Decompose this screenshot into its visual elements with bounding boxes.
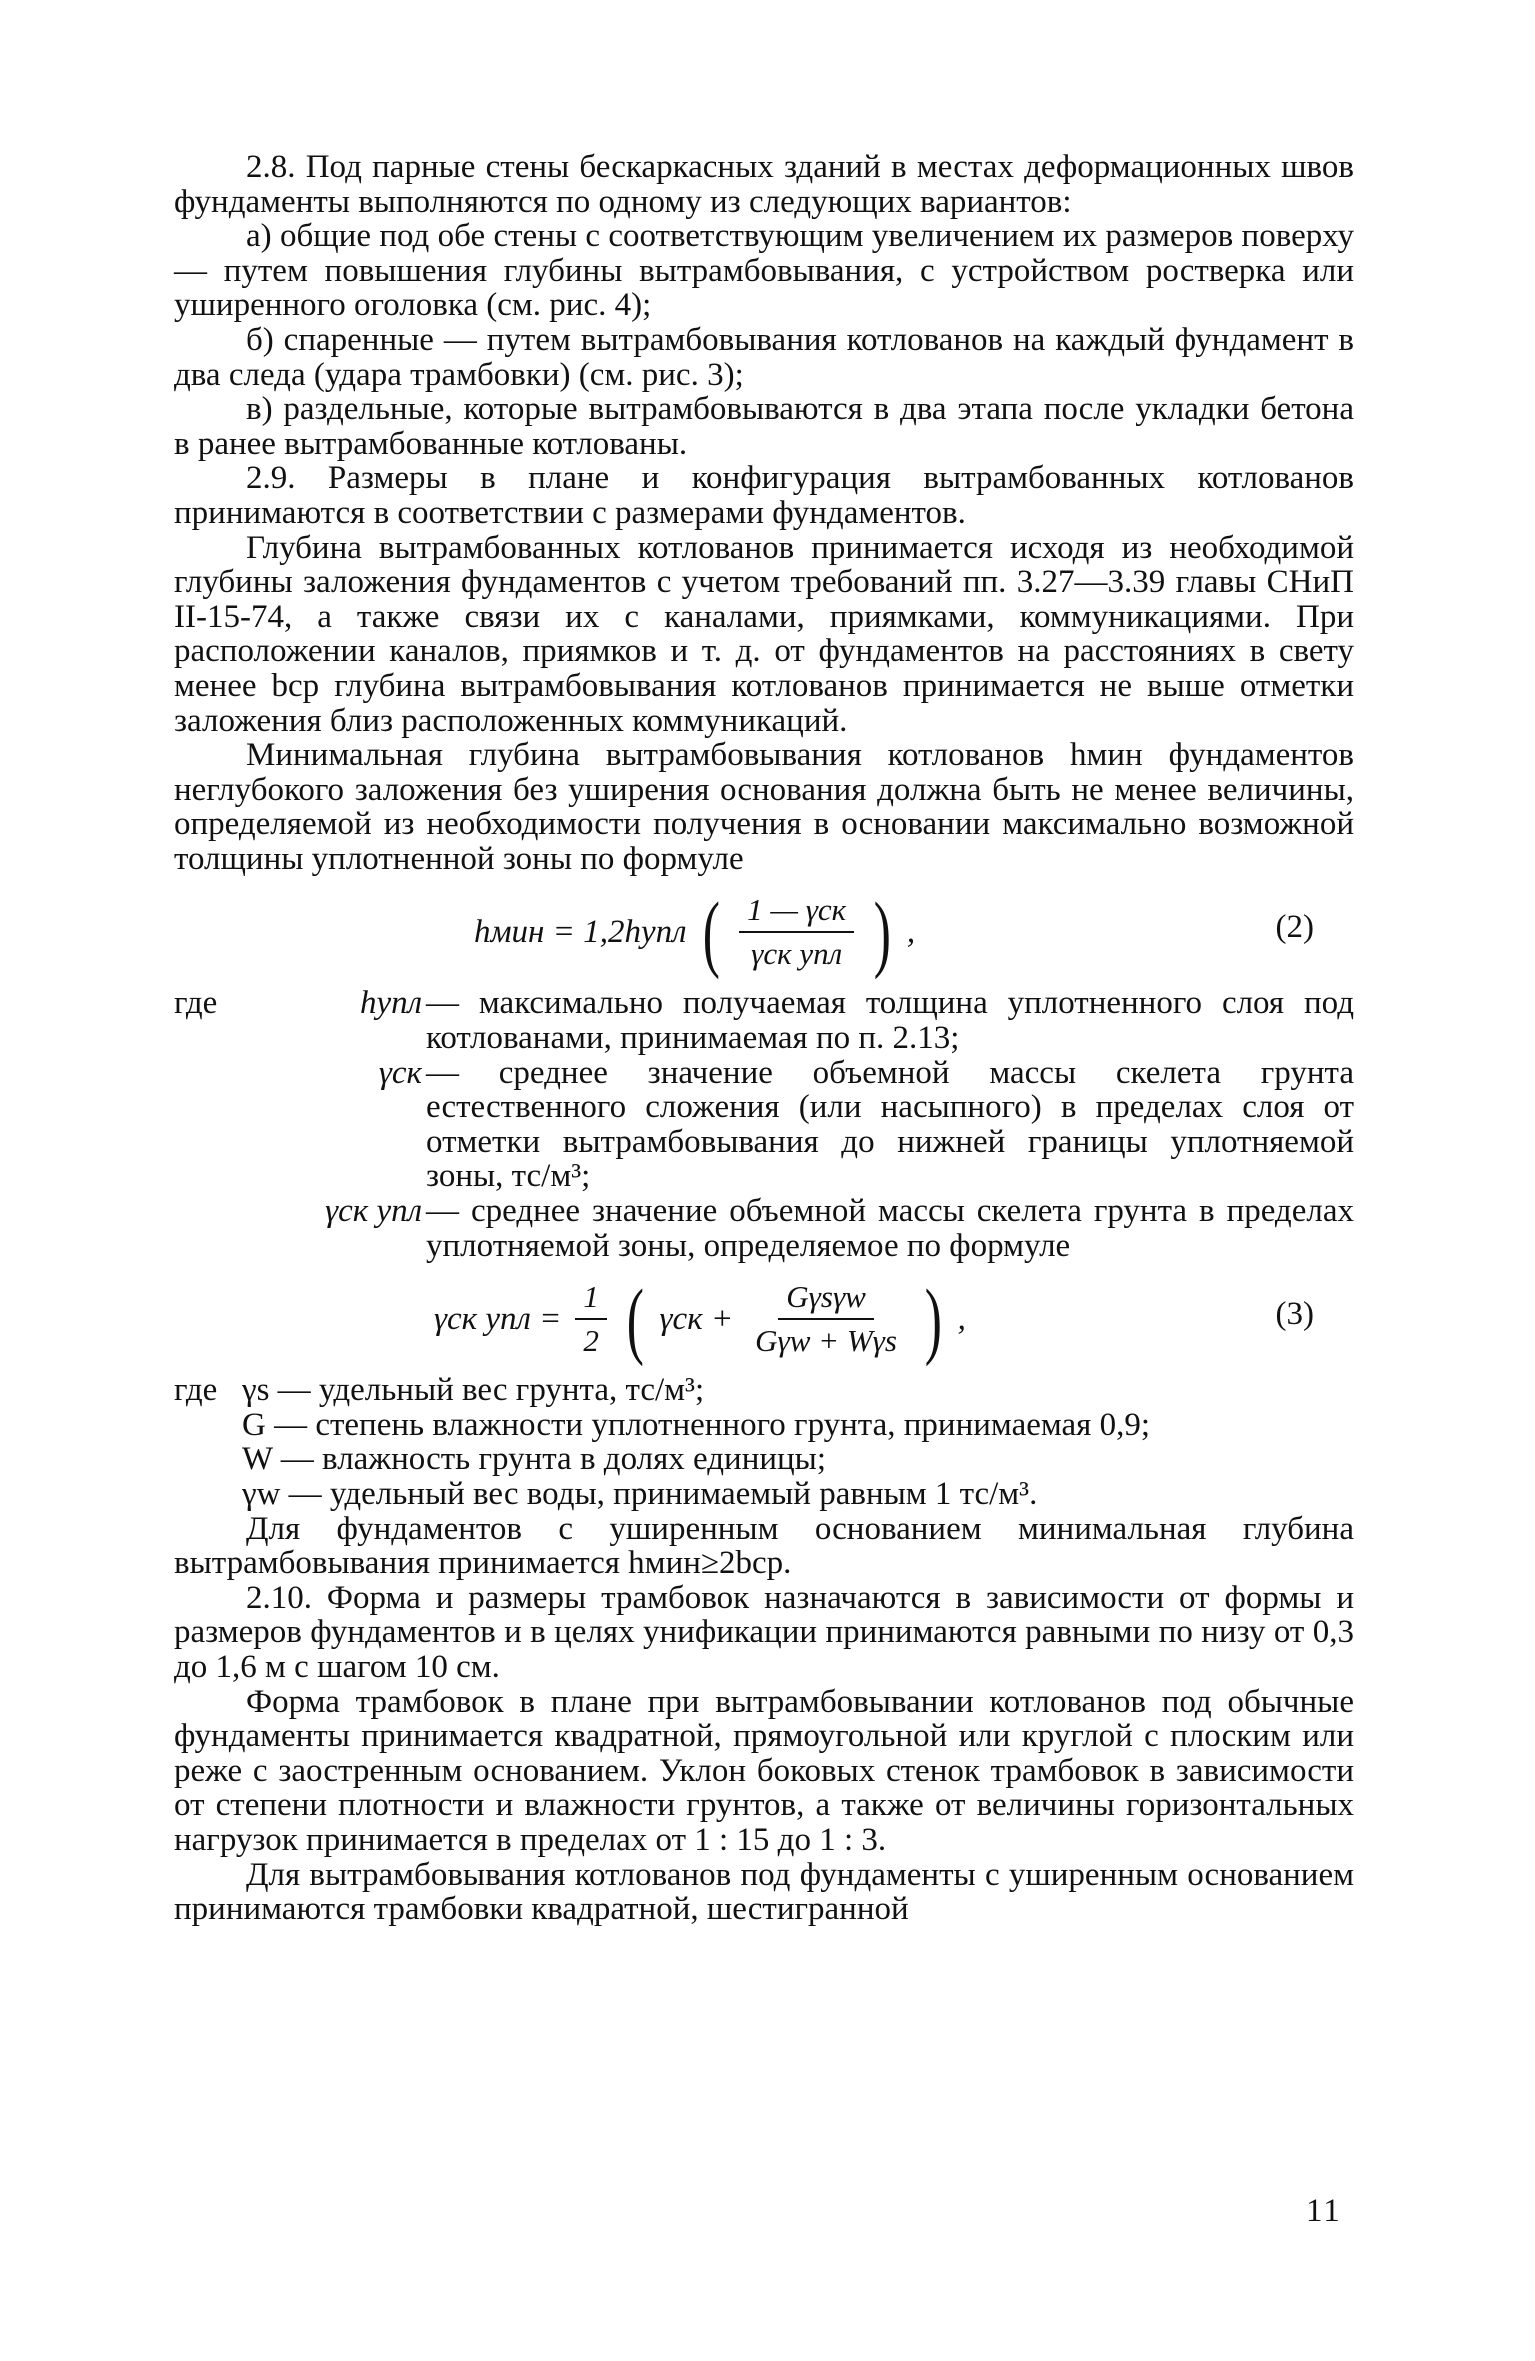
formula-3-lhs: γск упл = [434, 1300, 562, 1337]
definition-text: γw — удельный вес воды, принимаемый равным 1 тс/м³. [242, 1476, 1038, 1512]
right-paren: ) [924, 1271, 942, 1368]
definition-text: — среднее значение объемной массы скелета грунта в пределах уплотняемой зоны, определяемое по формуле [426, 1193, 1354, 1264]
paragraph-2-10: 2.10. Форма и размеры трамбовок назначаются в зависимости от формы и размеров фундаментов и в целях унификации принимаются равными по низу от 0,3 до 1,6 м с шагом 10 см. [174, 1579, 1354, 1685]
definition-row [174, 1056, 1354, 1194]
definition-row [174, 986, 1354, 1055]
paragraph-tamper-shape: Форма трамбовок в плане при вытрамбовывании котлованов под обычные фундаменты принимается квадратной, прямоугольной или круглой с плоским или реже с заостренным основанием. Уклон боковых стенок трамбовок в зависимости от степени плотности и влажности грунтов, а также от величины горизонтальных нагрузок принимается в пределах от 1 : 15 до 1 : 3. [174, 1683, 1354, 1858]
definition-symbol: γск [378, 1054, 422, 1091]
paragraph-2-8: 2.8. Под парные стены бескаркасных зданий в местах деформационных швов фундаменты выполняются по одному из следующих вариантов: [174, 149, 1354, 220]
text-column [174, 150, 1354, 1927]
formula-2-numerator: 1 — γск [739, 891, 854, 933]
left-paren: ( [702, 884, 720, 981]
formula-3 [174, 1271, 1354, 1367]
formula-3-numerator: Gγsγw [778, 1278, 874, 1320]
formula-3-half [575, 1278, 607, 1360]
definition-row [174, 1477, 1354, 1512]
formula-3-expression [434, 1271, 966, 1367]
definition-row [174, 1408, 1354, 1443]
paragraph-min-depth: Минимальная глубина вытрамбовывания котлованов hмин фундаментов неглубокого заложения без уширения основания должна быть не менее величины, определяемой из необходимости получения в основании максимально возможной толщины уплотненной зоны по формуле [174, 737, 1354, 877]
formula-2 [174, 884, 1354, 980]
list-item-a: а) общие под обе стены с соответствующим увеличением их размеров поверху — путем повышения глубины вытрамбовывания, с устройством ростверка или уширенного оголовка (см. рис. 4); [174, 218, 1354, 324]
formula-2-expression [474, 884, 915, 980]
formula-2-lhs: hмин = 1,2hупл [474, 914, 687, 951]
right-paren: ) [873, 884, 892, 981]
definitions-2 [174, 1373, 1354, 1511]
formula-3-term1: γск + [659, 1300, 734, 1337]
paragraph-depth: Глубина вытрамбованных котлованов принимается исходя из необходимой глубины заложения фундаментов с учетом требований пп. 3.27—3.39 главы СНиП II-15-74, а также связи их с каналами, приямками, коммуникациями. При расположении каналов, приямков и т. д. от фундаментов на расстояниях в свету менее bср глубина вытрамбовывания котлованов принимается не выше отметки заложения близ расположенных коммуникаций. [174, 529, 1354, 739]
definition-row [174, 1194, 1354, 1263]
definition-symbol: hупл [359, 985, 422, 1022]
formula-2-comma: , [906, 914, 916, 951]
formula-3-number: (3) [1275, 1296, 1314, 1333]
formula-2-fraction [739, 891, 854, 973]
definition-text: G — степень влажности уплотненного грунта, принимаемая 0,9; [242, 1406, 1151, 1443]
where-label: где [174, 1372, 218, 1409]
formula-2-number: (2) [1275, 909, 1314, 946]
formula-3-fraction [747, 1278, 905, 1360]
formula-3-half-denominator: 2 [583, 1323, 599, 1359]
formula-3-half-numerator: 1 [575, 1278, 607, 1320]
list-item-b: б) спаренные — путем вытрамбовывания котлованов на каждый фундамент в два следа (удара трамбовки) (см. рис. 3); [174, 321, 1354, 393]
formula-2-denominator: γск упл [751, 936, 843, 972]
definition-row [174, 1373, 1354, 1408]
definition-text: — среднее значение объемной массы скелета грунта естественного сложения (или насыпного) в пределах слоя от отметки вытрамбовывания до нижней границы уплотняемой зоны, тс/м³; [426, 1054, 1354, 1195]
definition-text: γs — удельный вес грунта, тс/м³; [242, 1372, 705, 1409]
definition-text: W — влажность грунта в долях единицы; [242, 1441, 827, 1478]
formula-3-comma: , [957, 1300, 966, 1337]
definition-symbol: γск упл [325, 1193, 422, 1230]
definitions-1 [174, 986, 1354, 1263]
left-paren: ( [626, 1271, 644, 1368]
list-item-c: в) раздельные, которые вытрамбовываются в два этапа после укладки бетона в ранее вытрамбованные котлованы. [174, 391, 1354, 462]
definition-text: — максимально получаемая толщина уплотненного слоя под котлованами, принимаемая по п. 2.13; [426, 985, 1354, 1057]
paragraph-2-9: 2.9. Размеры в плане и конфигурация вытрамбованных котлованов принимаются в соответствии с размерами фундаментов. [174, 460, 1354, 531]
paragraph-widened-base: Для фундаментов с уширенным основанием минимальная глубина вытрамбовывания принимается hмин≥2bср. [174, 1510, 1354, 1582]
formula-3-denominator: Gγw + Wγs [755, 1323, 897, 1359]
definition-row [174, 1442, 1354, 1477]
paragraph-tamper-widened: Для вытрамбовывания котлованов под фундаменты с уширенным основанием принимаются трамбовки квадратной, шестигранной [174, 1856, 1354, 1928]
where-label: где [174, 985, 218, 1022]
page-number: 11 [1306, 2193, 1342, 2229]
